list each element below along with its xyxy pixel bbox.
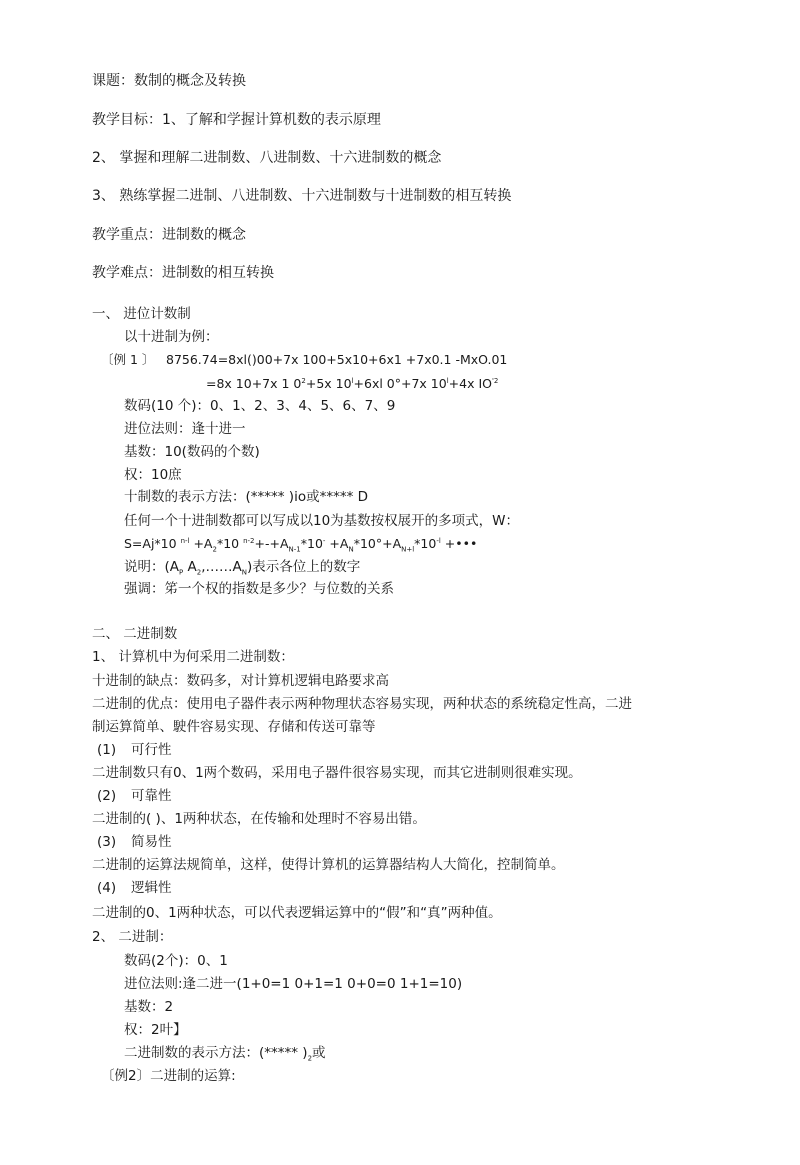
example1-line2: =8x 10+7x 1 $0^2+5x$ $10^l+6xl$ 0°+7x $10^l+4x$ $IO^{'2}$	[206, 376, 499, 391]
decimal-base: 基数：10(数码的个数)	[124, 444, 260, 460]
section1-heading: 一、 进位计数制	[92, 306, 191, 322]
binary-carry-rule: 进位法则:逢二进一(1+0=1 0+1=1 0+0=0 1+1=10)	[124, 976, 463, 992]
binary-weight: 权：2叶】	[124, 1022, 187, 1038]
example1-line1: 8756.74=8xl()00+7x 100+5x10+6x1 +7x0.1 -MxO.01	[166, 352, 508, 367]
difficulty: 教学难点：进制数的相互转换	[92, 265, 274, 281]
decimal-cons: 十进制的缺点：数码多，对计算机逻辑电路要求高	[92, 673, 389, 689]
key-point: 教学重点：进制数的概念	[92, 227, 246, 243]
binary-notation: 二进制数的表示方法：(***** )$_2$或	[124, 1045, 326, 1063]
item-4-number: (4)	[97, 880, 117, 896]
item-4-label: 逻辑性	[131, 880, 172, 896]
section2-sub2: 2、 二进制：	[92, 929, 173, 945]
objective-1: 教学目标：1、了解和学握计算机数的表示原理	[92, 112, 381, 128]
item-1-label: 可行性	[131, 742, 172, 758]
item-1-number: (1)	[97, 742, 117, 758]
item-3-number: (3)	[97, 834, 117, 850]
binary-pros-line1: 二进制的优点：使用电子器件表示两种物理状态容易实现，两种状态的系统稳定性高，二进	[92, 696, 632, 712]
example1-label: 〔例 1 〕	[101, 352, 155, 367]
expansion-formula: S=Aj*10 $^{n-l} +A_2*10$ $^{n-2}+-+A_{N-1}*10^- +A_N*10^\circ+A_{N+l}*10^{-l}$ +•••	[124, 536, 478, 554]
explain-line: 说明：($A_P$ $A_2,\dots\dots A_N$)表示各位上的数字	[124, 559, 361, 577]
decimal-weight: 权：10庶	[124, 467, 182, 483]
example2-label: 〔例2〕二进制的运算:	[101, 1068, 236, 1084]
objective-3: 3、 熟练掌握二进制、八进制数、十六进制数与十进制数的相互转换	[92, 188, 512, 204]
emphasis-line: 强调：笫一个权的指数是多少？与位数的关系	[124, 581, 394, 597]
binary-pros-line2: 制运算简单、駛件容易实现、存储和传送可靠等	[92, 719, 376, 735]
item-3-label: 简易性	[131, 834, 172, 850]
objective-2: 2、 掌握和理解二进制数、八进制数、十六进制数的概念	[92, 150, 442, 166]
section1-intro: 以十进制为例：	[124, 329, 219, 345]
decimal-digits: 数码(10 个)：0、1、2、3、4、5、6、7、9	[124, 398, 396, 414]
section2-heading: 二、 二进制数	[92, 626, 178, 642]
item-2-desc: 二进制的( )、1两种状态，在传输和处理时不容易出错。	[92, 811, 426, 827]
item-1-desc: 二进制数只有0、1两个数码，采用电子器件很容易实现，而其它进制则很难实现。	[92, 765, 582, 781]
decimal-notation: 十制数的表示方法：(***** )io或***** D	[124, 489, 369, 505]
item-4-desc: 二进制的0、1两种状态，可以代表逻辑运算中的“假”和“真”两种值。	[92, 905, 502, 921]
item-3-desc: 二进制的运算法规简单，这样，使得计算机的运算器结构人大简化，控制简单。	[92, 857, 565, 873]
binary-base: 基数：2	[124, 999, 174, 1015]
binary-digits: 数码(2个)：0、1	[124, 953, 228, 969]
section2-sub1: 1、 计算机中为何采用二进制数：	[92, 649, 294, 665]
item-2-number: (2)	[97, 788, 117, 804]
item-2-label: 可靠性	[131, 788, 172, 804]
polynomial-text: 任何一个十进制数都可以写成以10为基数按权展开的多项式，W：	[124, 513, 520, 529]
decimal-carry-rule: 进位法则：逢十进一	[124, 421, 246, 437]
lesson-title: 课题：数制的概念及转换	[92, 73, 246, 89]
